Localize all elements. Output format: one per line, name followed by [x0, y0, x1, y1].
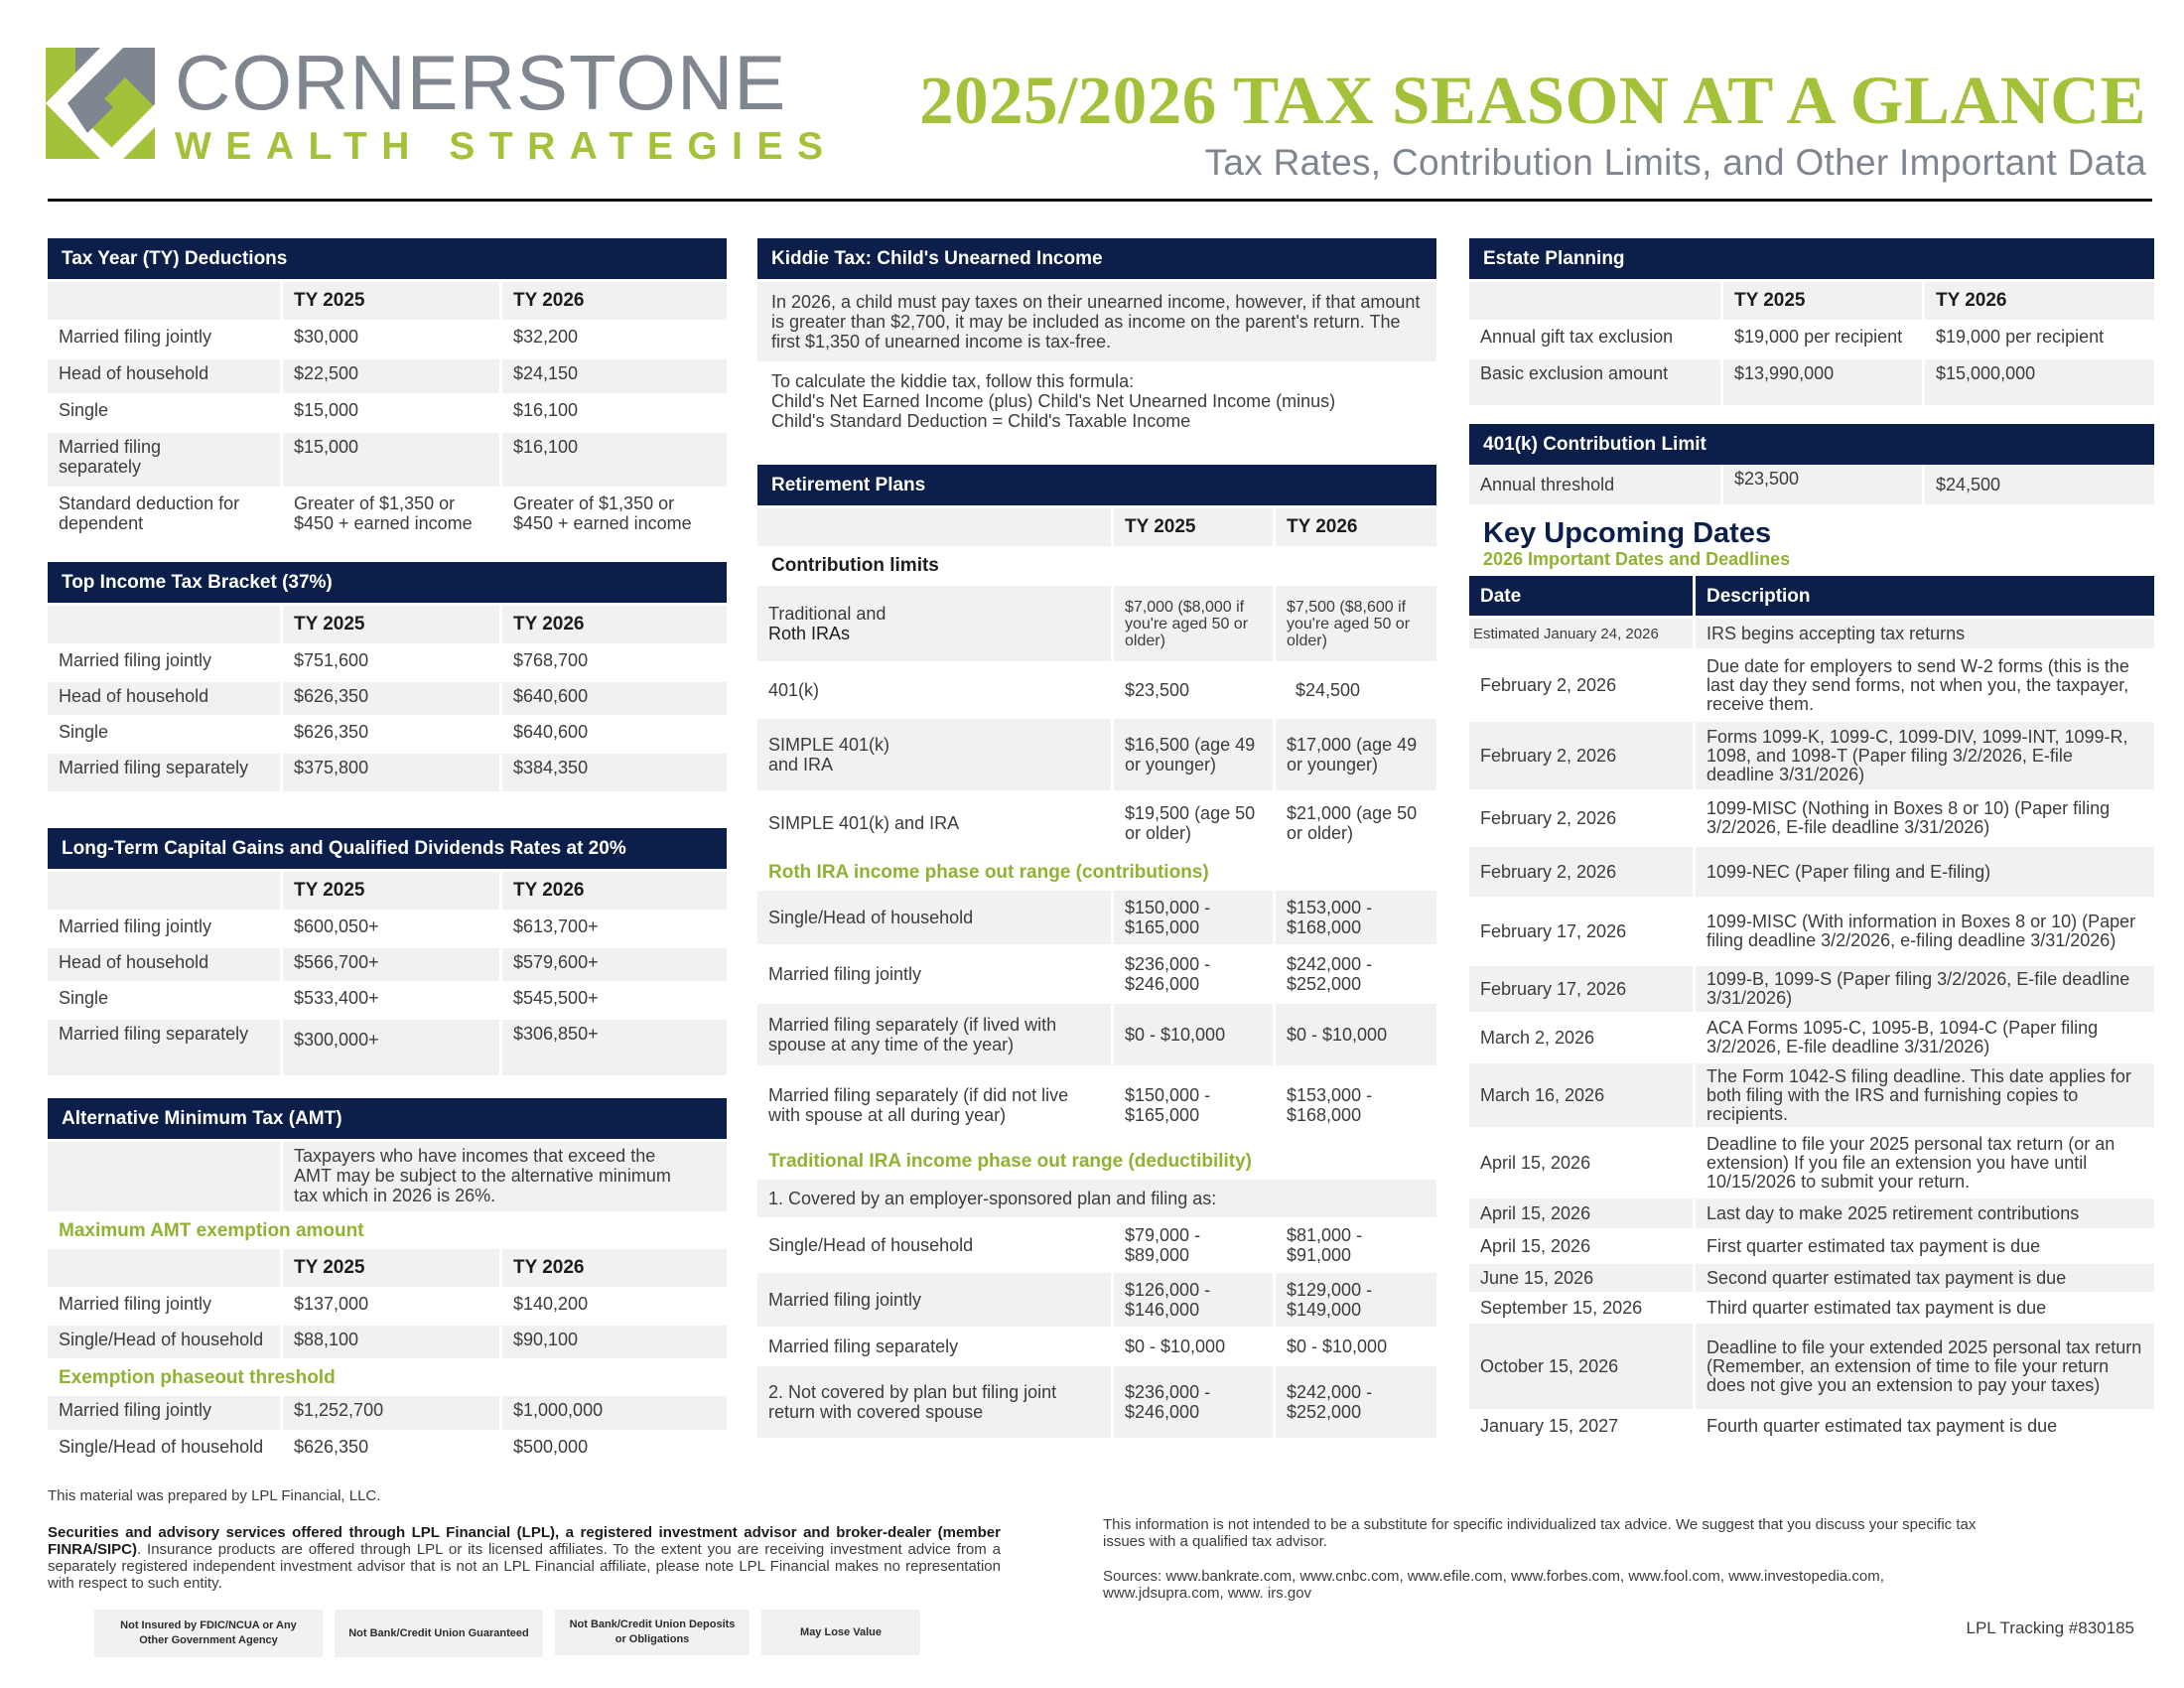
value-2026: $90,100 — [502, 1326, 727, 1358]
amt-note: Taxpayers who have incomes that exceed the AMT may be subject to the alternative minimum tax which in 2026 is 26%. — [283, 1142, 727, 1211]
footer-tax-disclaimer — [1103, 1516, 1996, 1602]
table-row — [757, 1220, 1436, 1270]
value-2026: $579,600+ — [502, 948, 727, 981]
value-2026: $0 - $10,000 — [1276, 1004, 1436, 1065]
amt-exemption-title: Maximum AMT exemption amount — [59, 1220, 364, 1241]
description-cell: First quarter estimated tax payment is due — [1706, 1235, 2041, 1256]
table-row — [1469, 1015, 2154, 1060]
value-2026: $21,000 (age 50 or older) — [1287, 803, 1418, 843]
table-row — [48, 948, 727, 981]
value-2026: $640,600 — [513, 722, 589, 742]
value-2025: $375,800 — [283, 754, 499, 791]
section-title: Estate Planning — [1469, 238, 2154, 279]
description-cell: Fourth quarter estimated tax payment is due — [1706, 1415, 2058, 1436]
row-label: Married filing separately (if did not live with spouse at all during year) — [768, 1085, 1069, 1125]
formula-line: Child's Net Earned Income (plus) Child's Net Unearned Income (minus) — [771, 391, 1336, 411]
badge-may-lose-value: May Lose Value — [761, 1610, 920, 1655]
date-cell: April 15, 2026 — [1469, 1198, 1693, 1228]
column-header: Date — [1469, 576, 1693, 616]
row-label: Single/Head of household — [48, 1326, 280, 1358]
value-2025: Greater of $1,350 or $450 + earned income — [294, 493, 473, 533]
value-2026: $17,000 (age 49 or younger) — [1276, 719, 1436, 790]
table-header-row — [48, 1249, 727, 1287]
date-cell: September 15, 2026 — [1480, 1297, 1643, 1318]
contribution-limits-title: Contribution limits — [771, 555, 939, 576]
header-divider — [48, 199, 2152, 202]
table-row — [1469, 900, 2154, 963]
column-header: TY 2025 — [1723, 282, 1922, 320]
table-row — [757, 1366, 1436, 1438]
tracking-number: LPL Tracking #830185 — [1966, 1618, 2134, 1637]
value-2026: $242,000 - $252,000 — [1287, 954, 1373, 994]
left-column — [48, 238, 727, 1470]
table-row — [48, 682, 727, 715]
date-cell: February 2, 2026 — [1469, 847, 1693, 897]
value-2025: $22,500 — [283, 359, 499, 393]
key-dates-title: Key Upcoming Dates — [1483, 517, 1772, 549]
value-2026: $24,500 — [1296, 680, 1361, 700]
column-header: TY 2026 — [502, 606, 727, 643]
table-row — [48, 646, 727, 679]
column-header: TY 2026 — [1276, 508, 1436, 546]
table-row — [48, 754, 727, 791]
right-column — [1469, 238, 2154, 1443]
table-row — [757, 586, 1436, 661]
table-row — [48, 433, 727, 487]
date-cell: February 17, 2026 — [1480, 920, 1627, 941]
formula-intro: To calculate the kiddie tax, follow this formula: — [771, 371, 1135, 391]
value-2025: $79,000 - $89,000 — [1125, 1225, 1201, 1265]
value-2025: $13,990,000 — [1723, 359, 1922, 405]
k401-limit-section — [1469, 424, 2154, 507]
table-row — [1469, 359, 2154, 405]
trad-ira-phaseout-title: Traditional IRA income phase out range (deductibility) — [768, 1151, 1253, 1172]
row-label: Single/Head of household — [768, 1235, 974, 1255]
value-2025: $23,500 — [1723, 465, 1922, 504]
column-header: Description — [1696, 576, 2154, 616]
table-row — [757, 1180, 1436, 1217]
description-cell: Deadline to file your extended 2025 personal tax return (Remember, an extension of time to file your return does not give you an extension to pay your taxes) — [1696, 1324, 2154, 1409]
date-cell: February 2, 2026 — [1480, 807, 1617, 828]
value-2026: $19,000 per recipient — [1936, 327, 2105, 347]
column-header: TY 2026 — [502, 1249, 727, 1287]
badge-not-guaranteed: Not Bank/Credit Union Guaranteed — [335, 1610, 543, 1657]
description-cell: Deadline to file your 2025 personal tax return (or an extension) If you file an extension you have until 10/15/2026 to submit your return. — [1706, 1133, 2116, 1192]
row-label: Married filing separately — [48, 433, 280, 487]
row-label: Married filing jointly — [59, 650, 212, 670]
description-cell: 1099-MISC (Nothing in Boxes 8 or 10) (Paper filing 3/2/2026, E-file deadline 3/31/2026) — [1706, 798, 2111, 837]
page-subtitle: Tax Rates, Contribution Limits, and Other Important Data — [1204, 142, 2146, 183]
date-cell: Estimated January 24, 2026 — [1469, 619, 1693, 648]
value-2025: $126,000 - $146,000 — [1114, 1273, 1273, 1327]
description-cell: The Form 1042-S filing deadline. This date applies for both filing with the IRS and furnishing copies to recipients. — [1696, 1063, 2154, 1127]
date-cell: April 15, 2026 — [1480, 1235, 1591, 1256]
value-2025: $236,000 - $246,000 — [1114, 1366, 1273, 1438]
page-header — [0, 0, 2184, 209]
table-row — [48, 718, 727, 751]
key-dates-table — [1466, 573, 2157, 1443]
value-2026: $545,500+ — [513, 988, 599, 1008]
table-row — [48, 1396, 727, 1430]
kiddie-tax-section — [757, 238, 1436, 441]
row-label: Married filing separately — [48, 1020, 280, 1075]
badge-not-insured: Not Insured by FDIC/NCUA or Any Other Government Agency — [94, 1610, 323, 1657]
value-2026: $129,000 - $149,000 — [1276, 1273, 1436, 1327]
value-2025: $19,000 per recipient — [1734, 327, 1903, 347]
amt-exemption-table — [45, 1246, 730, 1361]
securities-disclosure-bold: Securities and advisory services offered through LPL Financial (LPL), a registered investment advisor and broker-dealer (member FINRA/SIPC) — [48, 1524, 1001, 1558]
table-row — [48, 1433, 727, 1467]
value-2026: $7,500 ($8,600 if you're aged 50 or older) — [1276, 586, 1436, 661]
column-header: TY 2026 — [502, 872, 727, 910]
date-cell: February 17, 2026 — [1469, 966, 1693, 1012]
value-2025: $1,252,700 — [283, 1396, 499, 1430]
table-row — [48, 359, 727, 393]
table-row — [757, 1068, 1436, 1142]
retirement-section — [757, 465, 1436, 1441]
table-row — [48, 984, 727, 1017]
value-2026: $640,600 — [502, 682, 727, 715]
table-header-row — [48, 606, 727, 643]
row-label: Married filing jointly — [48, 1396, 280, 1430]
row-label: Married filing jointly — [757, 1273, 1111, 1327]
row-label: Head of household — [48, 948, 280, 981]
description-cell: IRS begins accepting tax returns — [1696, 619, 2154, 648]
cornerstone-logo-icon — [46, 48, 155, 159]
table-row — [1469, 323, 2154, 356]
estate-planning-section — [1469, 238, 2154, 408]
row-label: Married filing jointly — [59, 327, 212, 347]
table-row — [1469, 792, 2154, 844]
kiddie-tax-formula — [757, 361, 1436, 441]
row-label: Single/Head of household — [59, 1437, 264, 1457]
row-label: 401(k) — [768, 680, 820, 700]
table-row — [1469, 722, 2154, 789]
section-title: Tax Year (TY) Deductions — [48, 238, 727, 279]
description-cell: 1099-B, 1099-S (Paper filing 3/2/2026, E-file deadline 3/31/2026) — [1696, 966, 2154, 1012]
date-cell: February 2, 2026 — [1469, 722, 1693, 789]
value-2026: $306,850+ — [502, 1020, 727, 1075]
deductions-section — [48, 238, 727, 556]
column-header: TY 2025 — [283, 282, 499, 320]
column-header: TY 2025 — [283, 1249, 499, 1287]
date-cell: June 15, 2026 — [1469, 1264, 1693, 1292]
value-2026: $768,700 — [513, 650, 589, 670]
sources-list: Sources: www.bankrate.com, www.cnbc.com, www.efile.com, www.forbes.com, www.fool.com, www.investopedia.com, www.jdsupra.com, www. irs.gov — [1103, 1568, 1884, 1602]
table-header-row — [48, 872, 727, 910]
column-header: TY 2026 — [502, 282, 727, 320]
column-header: TY 2025 — [283, 872, 499, 910]
table-row — [1469, 1063, 2154, 1127]
date-cell: October 15, 2026 — [1469, 1324, 1693, 1409]
row-label: Married filing separately — [768, 1336, 959, 1356]
value-2025: $600,050+ — [294, 916, 379, 936]
amt-note-table — [45, 1139, 730, 1214]
description-cell: Forms 1099-K, 1099-C, 1099-DIV, 1099-INT, 1099-R, 1098, and 1098-T (Paper filing 3/2/2026, E-file deadline 3/31/2026) — [1696, 722, 2154, 789]
table-row — [757, 1330, 1436, 1363]
roth-phaseout-title: Roth IRA income phase out range (contributions) — [768, 862, 1209, 883]
column-header: TY 2025 — [1114, 508, 1273, 546]
estate-planning-table — [1466, 279, 2157, 408]
column-header: TY 2025 — [283, 606, 499, 643]
value-2026: $500,000 — [513, 1437, 589, 1457]
value-2025: $30,000 — [294, 327, 359, 347]
description-cell: Third quarter estimated tax payment is due — [1706, 1297, 2047, 1318]
value-2025: $300,000+ — [283, 1020, 499, 1075]
table-row — [48, 1020, 727, 1075]
table-row — [1469, 847, 2154, 897]
value-2026: $242,000 - $252,000 — [1276, 1366, 1436, 1438]
description-cell: 1099-MISC (With information in Boxes 8 or 10) (Paper filing deadline 3/2/2026, e-filing deadline 3/31/2026) — [1706, 912, 2136, 950]
value-2025: $137,000 — [294, 1294, 369, 1314]
value-2026: $1,000,000 — [502, 1396, 727, 1430]
table-row — [48, 323, 727, 356]
section-title: Long-Term Capital Gains and Qualified Dividends Rates at 20% — [48, 828, 727, 869]
table-row — [1469, 1324, 2154, 1409]
table-row — [48, 396, 727, 430]
value-2025: $566,700+ — [283, 948, 499, 981]
page-title: 2025/2026 TAX SEASON AT A GLANCE — [919, 63, 2146, 138]
value-2025: $626,350 — [283, 682, 499, 715]
value-2025: $533,400+ — [294, 988, 379, 1008]
section-title: Retirement Plans — [757, 465, 1436, 505]
description-cell: ACA Forms 1095-C, 1095-B, 1094-C (Paper filing 3/2/2026, E-file deadline 3/31/2026) — [1706, 1018, 2099, 1056]
value-2025: $15,000 — [283, 433, 499, 487]
value-2025: $7,000 ($8,000 if you're aged 50 or older) — [1114, 586, 1273, 661]
value-2026: $16,100 — [513, 400, 579, 420]
description-cell: Last day to make 2025 retirement contributions — [1696, 1198, 2154, 1228]
footer-disclosures — [48, 1487, 1001, 1657]
middle-column — [757, 238, 1436, 1441]
deductions-table — [45, 279, 730, 556]
table-row — [1469, 1130, 2154, 1196]
table-header-row — [1469, 576, 2154, 616]
row-label: SIMPLE 401(k) and IRA — [768, 813, 960, 833]
value-2026: $613,700+ — [513, 916, 599, 936]
row-label: Head of household — [48, 359, 280, 393]
table-row — [48, 1142, 727, 1211]
table-row — [1469, 1264, 2154, 1292]
table-row — [1469, 465, 2154, 504]
column-header: TY 2026 — [1925, 282, 2154, 320]
trad-ira-phaseout-table — [754, 1177, 1439, 1441]
description-cell: Due date for employers to send W-2 forms (this is the last day they send forms, not when you, the taxpayer, receive them. — [1706, 655, 2129, 714]
retirement-header-table — [754, 505, 1439, 549]
value-2026: $153,000 - $168,000 — [1276, 891, 1436, 944]
covered-plan-label: 1. Covered by an employer-sponsored plan and filing as: — [757, 1180, 1436, 1217]
value-2025: $15,000 — [294, 400, 359, 420]
row-label: Single/Head of household — [757, 891, 1111, 944]
section-title: Top Income Tax Bracket (37%) — [48, 562, 727, 603]
table-header-row — [1469, 282, 2154, 320]
table-row — [1469, 651, 2154, 719]
section-title: Alternative Minimum Tax (AMT) — [48, 1098, 727, 1139]
value-2026: $140,200 — [513, 1294, 589, 1314]
company-logo — [46, 39, 838, 168]
value-2026: $15,000,000 — [1925, 359, 2154, 405]
securities-disclosure — [48, 1524, 1001, 1592]
date-cell: March 16, 2026 — [1469, 1063, 1693, 1127]
kiddie-tax-description: In 2026, a child must pay taxes on their unearned income, however, if that amount is greater than $2,700, it may be included as income on the parent's return. The first $1,350 of unearned income is tax-free. — [757, 282, 1436, 361]
table-row — [757, 664, 1436, 716]
value-2025: $626,350 — [294, 1437, 369, 1457]
row-label: Standard deduction for dependent — [59, 493, 240, 533]
prepared-by: This material was prepared by LPL Financial, LLC. — [48, 1487, 381, 1504]
date-cell: April 15, 2026 — [1480, 1152, 1591, 1173]
disclosure-badges — [94, 1610, 1001, 1657]
row-label: Married filing jointly — [768, 964, 922, 984]
table-row — [757, 1273, 1436, 1327]
value-2026: $153,000 - $168,000 — [1287, 1085, 1373, 1125]
formula-line: Child's Standard Deduction = Child's Taxable Income — [771, 411, 1191, 431]
table-row — [1469, 1412, 2154, 1440]
table-row — [1469, 1295, 2154, 1321]
row-label: Single — [59, 988, 109, 1008]
logo-name: CORNERSTONE — [175, 39, 787, 126]
key-dates-subtitle: 2026 Important Dates and Deadlines — [1483, 549, 1791, 569]
top-bracket-section — [48, 562, 727, 794]
k401-limit-table — [1466, 462, 2157, 507]
value-2025: $19,500 (age 50 or older) — [1125, 803, 1256, 843]
ltcg-table — [45, 869, 730, 1078]
table-row — [757, 793, 1436, 853]
value-2025: $626,350 — [294, 722, 369, 742]
amt-phaseout-title: Exemption phaseout threshold — [59, 1367, 336, 1388]
value-2025: $0 - $10,000 — [1125, 1336, 1226, 1356]
table-row — [48, 490, 727, 553]
row-label: Married filing separately — [48, 754, 280, 791]
table-header-row — [48, 282, 727, 320]
roth-phaseout-table — [754, 888, 1439, 1145]
badge-not-deposits: Not Bank/Credit Union Deposits or Obligations — [555, 1610, 750, 1655]
description-cell: Second quarter estimated tax payment is due — [1696, 1264, 2154, 1292]
row-label: Traditional and Roth IRAs — [757, 586, 1111, 661]
row-label: Head of household — [48, 682, 280, 715]
table-row — [757, 891, 1436, 944]
value-2026: $384,350 — [502, 754, 727, 791]
date-cell: February 2, 2026 — [1480, 674, 1617, 695]
value-2025: $16,500 (age 49 or younger) — [1114, 719, 1273, 790]
date-cell: January 15, 2027 — [1480, 1415, 1619, 1436]
table-row — [1469, 619, 2154, 648]
table-row — [1469, 1231, 2154, 1261]
table-row — [48, 1290, 727, 1323]
table-row — [48, 1326, 727, 1358]
amt-section — [48, 1098, 727, 1470]
value-2025: $150,000 - $165,000 — [1125, 1085, 1211, 1125]
table-row — [757, 719, 1436, 790]
section-title: 401(k) Contribution Limit — [1469, 424, 2154, 465]
table-row — [48, 913, 727, 945]
row-label: Single — [59, 400, 109, 420]
row-label: Annual threshold — [1469, 465, 1720, 504]
date-cell: March 2, 2026 — [1480, 1027, 1595, 1048]
logo-tagline: WEALTH STRATEGIES — [175, 125, 838, 168]
value-2026: Greater of $1,350 or $450 + earned income — [513, 493, 692, 533]
table-row — [757, 1004, 1436, 1065]
top-bracket-table — [45, 603, 730, 794]
value-2026: $81,000 - $91,000 — [1287, 1225, 1363, 1265]
contribution-limits-table — [754, 583, 1439, 856]
row-label: Single — [59, 722, 109, 742]
row-label: SIMPLE 401(k) and IRA — [757, 719, 1111, 790]
row-label: 2. Not covered by plan but filing joint return with covered spouse — [757, 1366, 1111, 1438]
row-label: Annual gift tax exclusion — [1480, 327, 1674, 347]
value-2025: $88,100 — [283, 1326, 499, 1358]
securities-disclosure-text: . Insurance products are offered through LPL or its licensed affiliates. To the extent you are receiving investment advice from a separately registered independent investment advisor that is not an LPL Financial affiliate, please note LPL Financial makes no representation with respect to such entity. — [48, 1541, 1001, 1592]
tax-advice-disclaimer: This information is not intended to be a substitute for specific individualized tax advice. We suggest that you discuss your specific tax issues with a qualified tax advisor. — [1103, 1516, 1977, 1550]
value-2025: $150,000 - $165,000 — [1114, 891, 1273, 944]
table-row — [1469, 966, 2154, 1012]
ltcg-section — [48, 828, 727, 1078]
table-row — [1469, 1198, 2154, 1228]
value-2026: $32,200 — [513, 327, 579, 347]
row-label: Married filing separately (if lived with spouse at any time of the year) — [757, 1004, 1111, 1065]
value-2026: $24,500 — [1925, 465, 2154, 504]
table-header-row — [757, 508, 1436, 546]
description-cell: 1099-NEC (Paper filing and E-filing) — [1696, 847, 2154, 897]
row-label: Married filing jointly — [59, 1294, 212, 1314]
table-row — [757, 947, 1436, 1001]
amt-phaseout-table — [45, 1393, 730, 1470]
value-2026: $24,150 — [502, 359, 727, 393]
section-title: Kiddie Tax: Child's Unearned Income — [757, 238, 1436, 279]
row-label: Basic exclusion amount — [1469, 359, 1720, 405]
value-2025: $751,600 — [294, 650, 369, 670]
value-2025: $0 - $10,000 — [1114, 1004, 1273, 1065]
value-2025: $236,000 - $246,000 — [1125, 954, 1211, 994]
row-label: Married filing jointly — [59, 916, 212, 936]
value-2026: $0 - $10,000 — [1287, 1336, 1388, 1356]
value-2026: $16,100 — [502, 433, 727, 487]
value-2025: $23,500 — [1125, 680, 1190, 700]
